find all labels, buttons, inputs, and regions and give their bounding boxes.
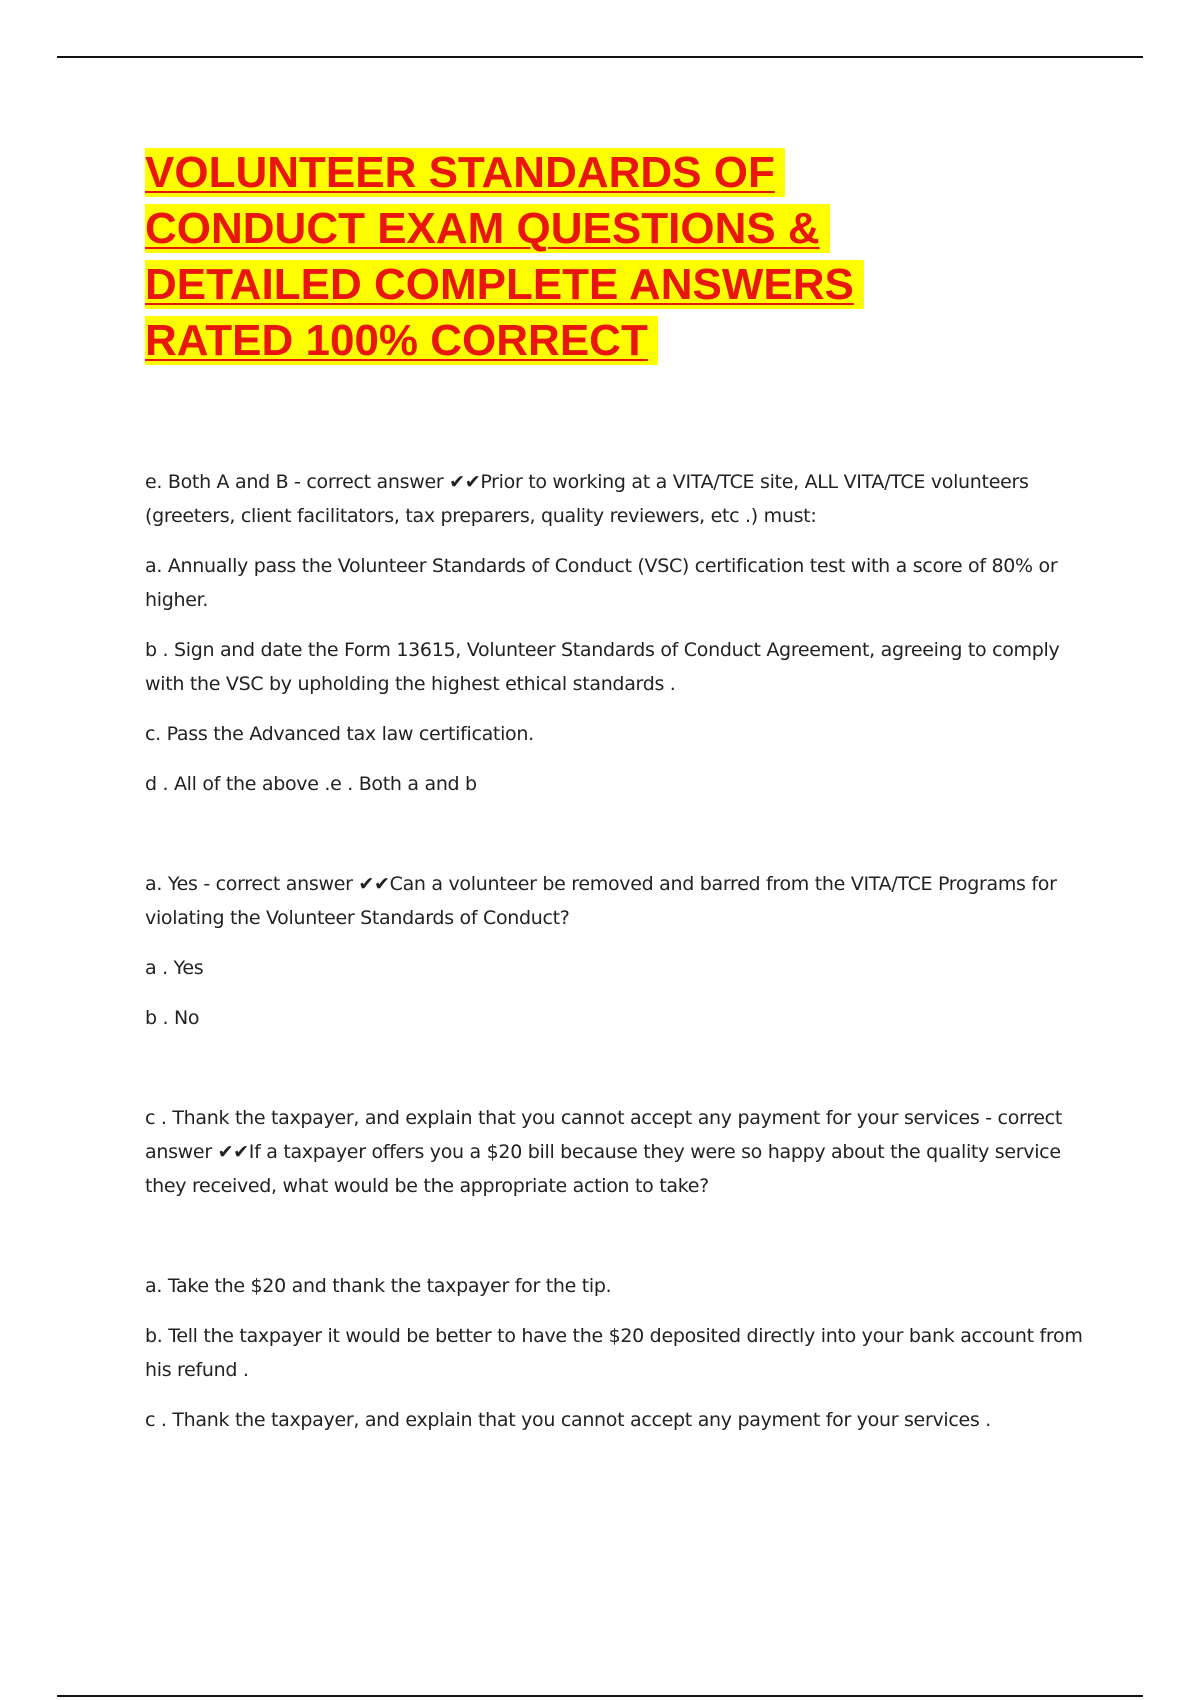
question-2-option-a: a . Yes [145, 957, 204, 979]
question-3-option-a: a. Take the $20 and thank the taxpayer for the tip. [145, 1275, 612, 1297]
question-2-option-b: b . No [145, 1007, 200, 1029]
title-line-2: CONDUCT EXAM QUESTIONS & [145, 204, 830, 253]
question-2-prompt: a. Yes - correct answer ✔✔Can a volunteer be removed and barred from the VITA/TCE Programs for violating the Volunteer Standards of Conduct? [145, 873, 1057, 929]
question-3-option-c: c . Thank the taxpayer, and explain that you cannot accept any payment for your services . [145, 1409, 991, 1431]
question-3-prompt: c . Thank the taxpayer, and explain that you cannot accept any payment for your services - correct answer ✔✔If a taxpayer offers you a $20 bill because they were so happy about the quality service they received, what would be the appropriate action to take? [145, 1107, 1062, 1197]
document-title [145, 145, 945, 369]
question-1-option-d: d . All of the above .e . Both a and b [145, 773, 477, 795]
question-3 [145, 1101, 1095, 1203]
title-line-3: DETAILED COMPLETE ANSWERS [145, 260, 864, 309]
question-2 [145, 867, 1095, 1035]
question-1-option-c: c. Pass the Advanced tax law certification. [145, 723, 534, 745]
document-page [145, 145, 1095, 1431]
question-1-option-a: a. Annually pass the Volunteer Standards of Conduct (VSC) certification test with a score of 80% or higher. [145, 555, 1058, 611]
title-line-4: RATED 100% CORRECT [145, 316, 658, 365]
title-line-1: VOLUNTEER STANDARDS OF [145, 148, 785, 197]
question-1-option-b: b . Sign and date the Form 13615, Volunteer Standards of Conduct Agreement, agreeing to comply with the VSC by upholding the highest ethical standards . [145, 639, 1060, 695]
question-3-options [145, 1269, 1095, 1437]
question-3-option-b: b. Tell the taxpayer it would be better to have the $20 deposited directly into your bank account from his refund . [145, 1325, 1083, 1381]
question-1-prompt: e. Both A and B - correct answer ✔✔Prior to working at a VITA/TCE site, ALL VITA/TCE volunteers (greeters, client facilitators, tax preparers, quality reviewers, etc .) must: [145, 471, 1029, 527]
top-rule [57, 56, 1143, 58]
bottom-rule [57, 1695, 1143, 1697]
question-1 [145, 465, 1095, 801]
